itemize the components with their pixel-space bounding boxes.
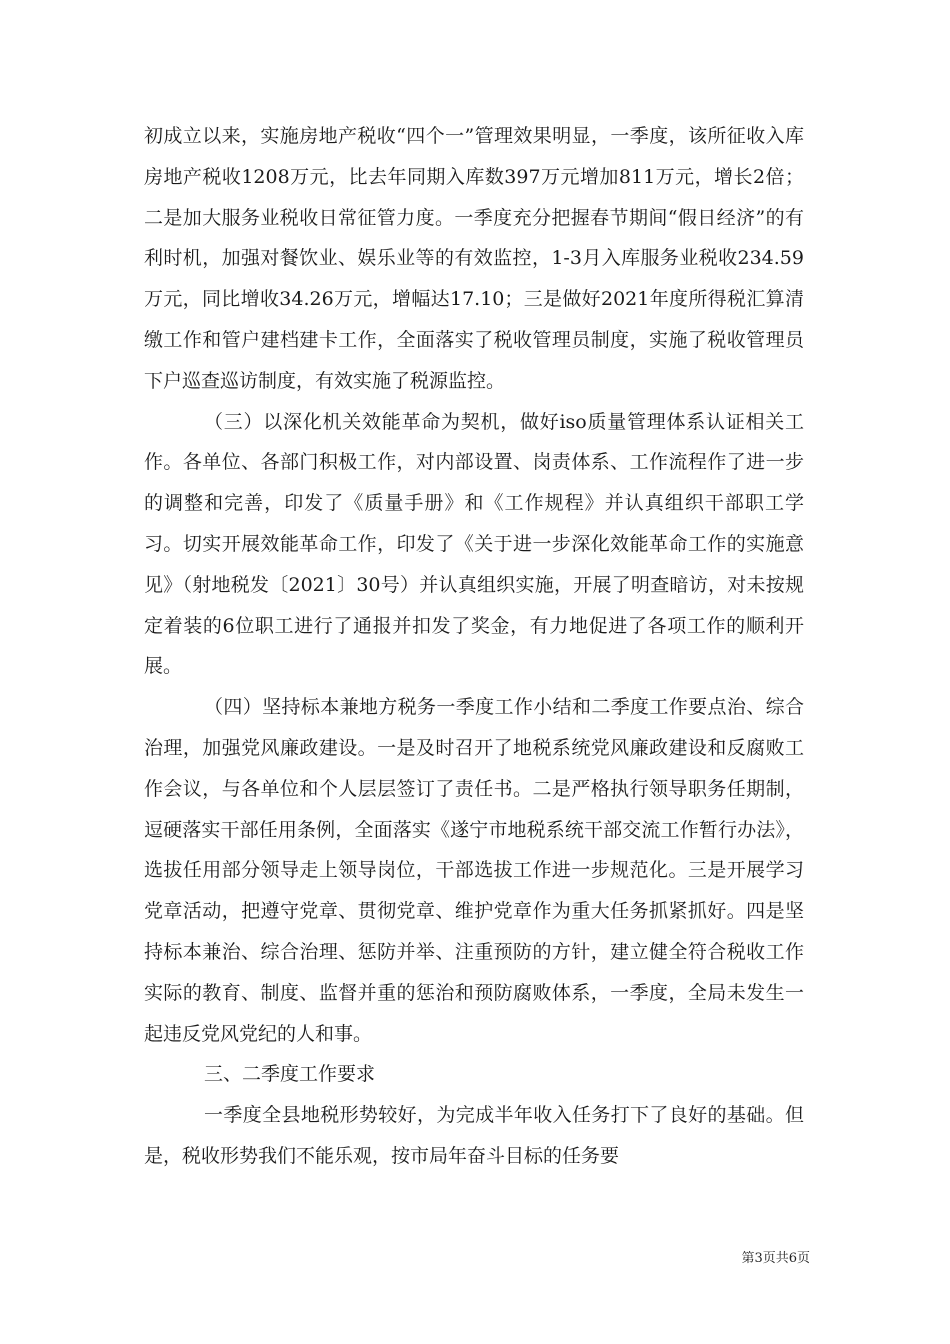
document-body	[144, 116, 804, 1177]
page-number: 第3页共6页	[741, 1251, 810, 1266]
paragraph-party-conduct: （四）坚持标本兼地方税务一季度工作小结和二季度工作要点治、综合治理，加强党风廉政建设。一是及时召开了地税系统党风廉政建设和反腐败工作会议，与各单位和个人层层签订了责任书。二是严格执行领导职务任期制，逗硬落实干部任用条例，全面落实《遂宁市地税系统干部交流工作暂行办法》，选拔任用部分领导走上领导岗位，干部选拔工作进一步规范化。三是开展学习党章活动，把遵守党章、贯彻党章、维护党章作为重大任务抓紧抓好。四是坚持标本兼治、综合治理、惩防并举、注重预防的方针，建立健全符合税收工作实际的教育、制度、监督并重的惩治和预防腐败体系，一季度，全局未发生一起违反党风党纪的人和事。	[144, 696, 804, 1045]
paragraph-efficiency-reform: （三）以深化机关效能革命为契机，做好iso质量管理体系认证相关工作。各单位、各部门积极工作，对内部设置、岗责体系、工作流程作了进一步的调整和完善，印发了《质量手册》和《工作规程》并认真组织干部职工学习。切实开展效能革命工作，印发了《关于进一步深化效能革命工作的实施意见》（射地税发〔2021〕30号）并认真组织实施，开展了明查暗访，对未按规定着装的6位职工进行了通报并扣发了奖金，有力地促进了各项工作的顺利开展。	[144, 410, 804, 678]
paragraph-closing: 一季度全县地税形势较好，为完成半年收入任务打下了良好的基础。但是，税收形势我们不能乐观，按市局年奋斗目标的任务要	[144, 1104, 804, 1167]
paragraph-continuation: 初成立以来，实施房地产税收“四个一”管理效果明显，一季度，该所征收入库房地产税收1208万元，比去年同期入库数397万元增加811万元，增长2倍；二是加大服务业税收日常征管力度。一季度充分把握春节期间“假日经济”的有利时机，加强对餐饮业、娱乐业等的有效监控，1-3月入库服务业税收234.59万元，同比增收34.26万元，增幅达17.10；三是做好2021年度所得税汇算清缴工作和管户建档建卡工作，全面落实了税收管理员制度，实施了税收管理员下户巡查巡访制度，有效实施了税源监控。	[144, 125, 804, 392]
section-heading: 三、二季度工作要求	[204, 1063, 376, 1086]
